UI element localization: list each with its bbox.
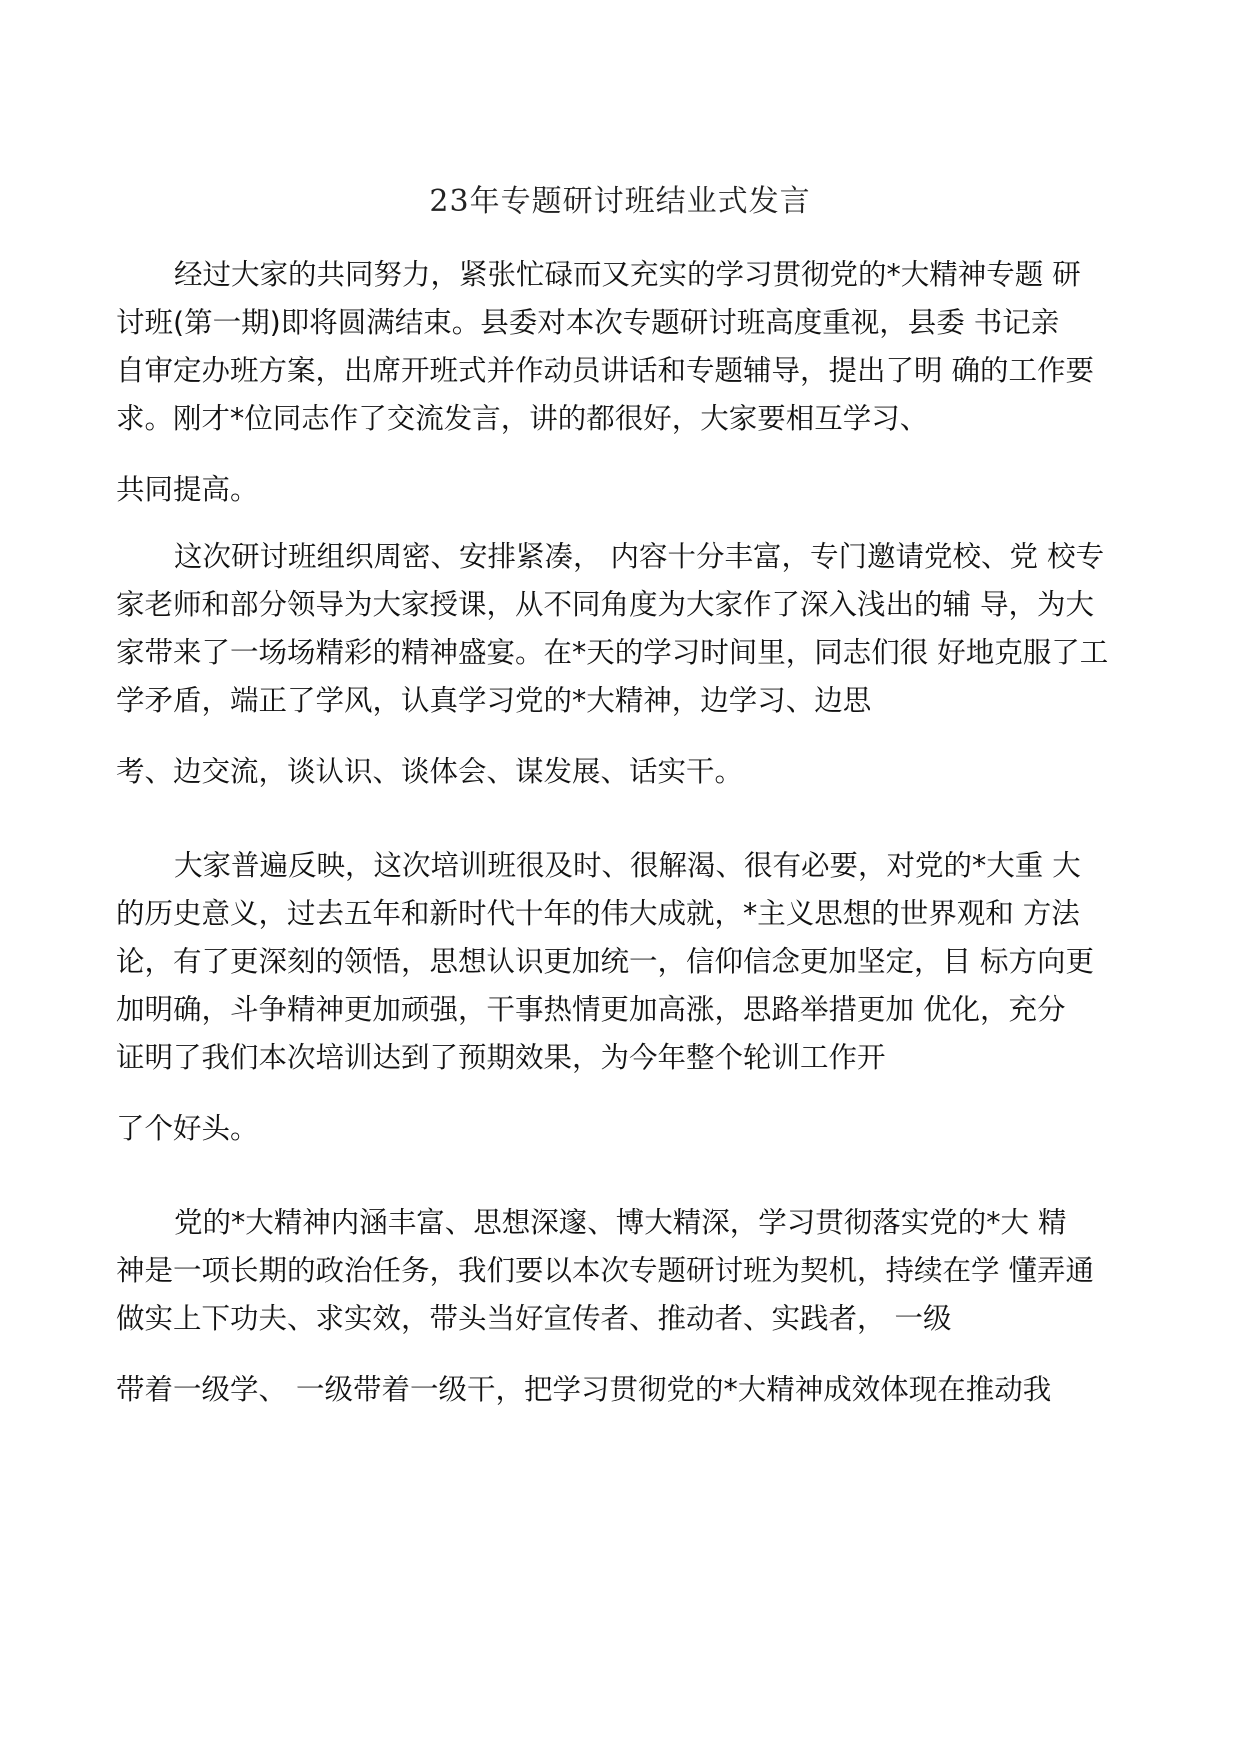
page-title: 23年专题研讨班结业式发言: [429, 184, 811, 219]
paragraph-3-line-4: 加明确，斗争精神更加顽强，干事热情更加高涨，思路举措更加 优化，充分: [116, 993, 1066, 1026]
paragraph-2-line-2: 家老师和部分领导为大家授课，从不同角度为大家作了深入浅出的辅 导，为大: [116, 588, 1095, 621]
paragraph-3-line-1: 大家普遍反映，这次培训班很及时、很解渴、很有必要，对党的*大重 大: [174, 849, 1081, 882]
paragraph-2-line-5: 考、边交流，谈认识、谈体会、谋发展、话实干。: [116, 755, 744, 788]
paragraph-3-line-5: 证明了我们本次培训达到了预期效果，为今年整个轮训工作开: [116, 1041, 886, 1074]
paragraph-1-line-1: 经过大家的共同努力，紧张忙碌而又充实的学习贯彻党的*大精神专题 研: [174, 258, 1081, 291]
paragraph-1-line-3: 自审定办班方案，出席开班式并作动员讲话和专题辅导，提出了明 确的工作要: [116, 354, 1095, 387]
paragraph-3-line-6: 了个好头。: [116, 1112, 259, 1145]
paragraph-4-line-2: 神是一项长期的政治任务，我们要以本次专题研讨班为契机，持续在学 懂弄通: [116, 1254, 1095, 1287]
paragraph-4-line-3: 做实上下功夫、求实效，带头当好宣传者、推动者、实践者， 一级: [116, 1302, 952, 1335]
paragraph-1-line-2: 讨班(第一期)即将圆满结束。县委对本次专题研讨班高度重视，县委 书记亲: [116, 306, 1060, 339]
paragraph-1-line-4: 求。刚才*位同志作了交流发言，讲的都很好，大家要相互学习、: [116, 402, 929, 435]
paragraph-4-line-1: 党的*大精神内涵丰富、思想深邃、博大精深，学习贯彻落实党的*大 精: [174, 1206, 1067, 1239]
paragraph-4-line-4: 带着一级学、 一级带着一级干，把学习贯彻党的*大精神成效体现在推动我: [116, 1373, 1052, 1406]
paragraph-2-line-4: 学矛盾，端正了学风，认真学习党的*大精神，边学习、边思: [116, 684, 872, 717]
paragraph-2-line-3: 家带来了一场场精彩的精神盛宴。在*天的学习时间里，同志们很 好地克服了工: [116, 636, 1109, 669]
paragraph-3-line-2: 的历史意义，过去五年和新时代十年的伟大成就，*主义思想的世界观和 方法: [116, 897, 1080, 930]
paragraph-3-line-3: 论，有了更深刻的领悟，思想认识更加统一，信仰信念更加坚定，目 标方向更: [116, 945, 1095, 978]
paragraph-1-line-5: 共同提高。: [116, 473, 259, 506]
paragraph-2-line-1: 这次研讨班组织周密、安排紧凑， 内容十分丰富，专门邀请党校、党 校专: [174, 540, 1105, 573]
